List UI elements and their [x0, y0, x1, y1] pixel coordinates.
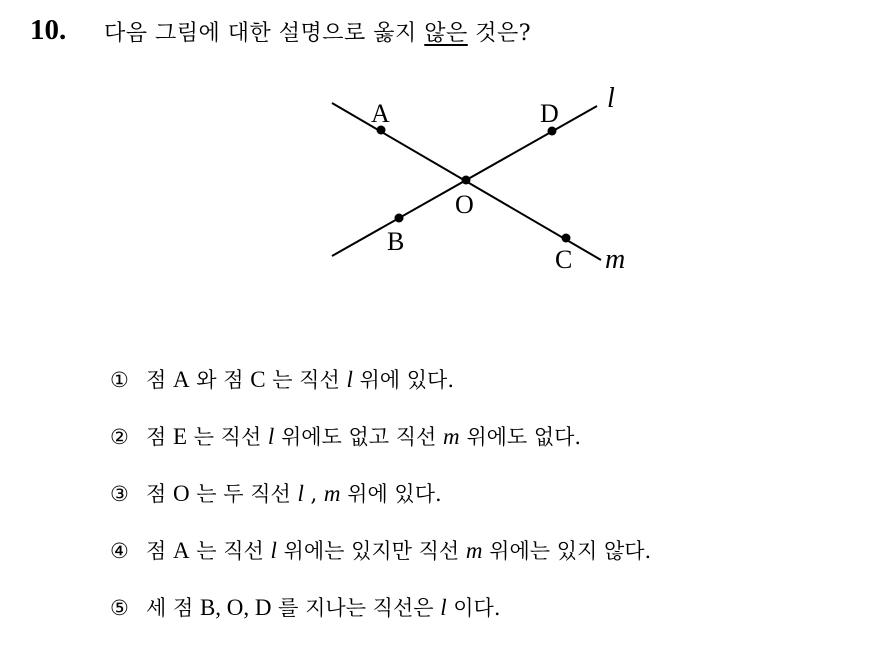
label-line-m: m	[605, 244, 626, 275]
answer-choices	[110, 360, 651, 645]
choice-5[interactable]: ⑤ 세 점 B, O, D 를 지나는 직선은 l 이다.	[110, 588, 651, 645]
choice-number: ③	[110, 482, 129, 506]
label-d: D	[540, 99, 559, 128]
label-a: A	[371, 99, 390, 128]
choice-1[interactable]: ① 점 A 와 점 C 는 직선 l 위에 있다.	[110, 360, 651, 417]
choice-2[interactable]: ② 점 E 는 직선 l 위에도 없고 직선 m 위에도 없다.	[110, 417, 651, 474]
question-text-after: 것은?	[467, 21, 532, 46]
choice-number: ④	[110, 539, 129, 563]
label-o: O	[455, 190, 474, 219]
label-b: B	[387, 227, 405, 256]
choice-4[interactable]: ④ 점 A 는 직선 l 위에는 있지만 직선 m 위에는 있지 않다.	[110, 531, 651, 588]
choice-number: ①	[110, 368, 129, 392]
choice-number: ②	[110, 425, 129, 449]
question-text-before: 다음 그림에 대한 설명으로 옳지	[104, 21, 425, 46]
question-text-underlined: 않은	[424, 21, 468, 46]
label-c: C	[555, 245, 573, 274]
question-number: 10.	[30, 14, 67, 46]
point-b	[395, 214, 404, 223]
choice-3[interactable]: ③ 점 O 는 두 직선 l , m 위에 있다.	[110, 474, 651, 531]
point-o	[462, 176, 471, 185]
choice-number: ⑤	[110, 596, 129, 620]
point-c	[562, 234, 571, 243]
label-line-l: l	[607, 83, 615, 114]
